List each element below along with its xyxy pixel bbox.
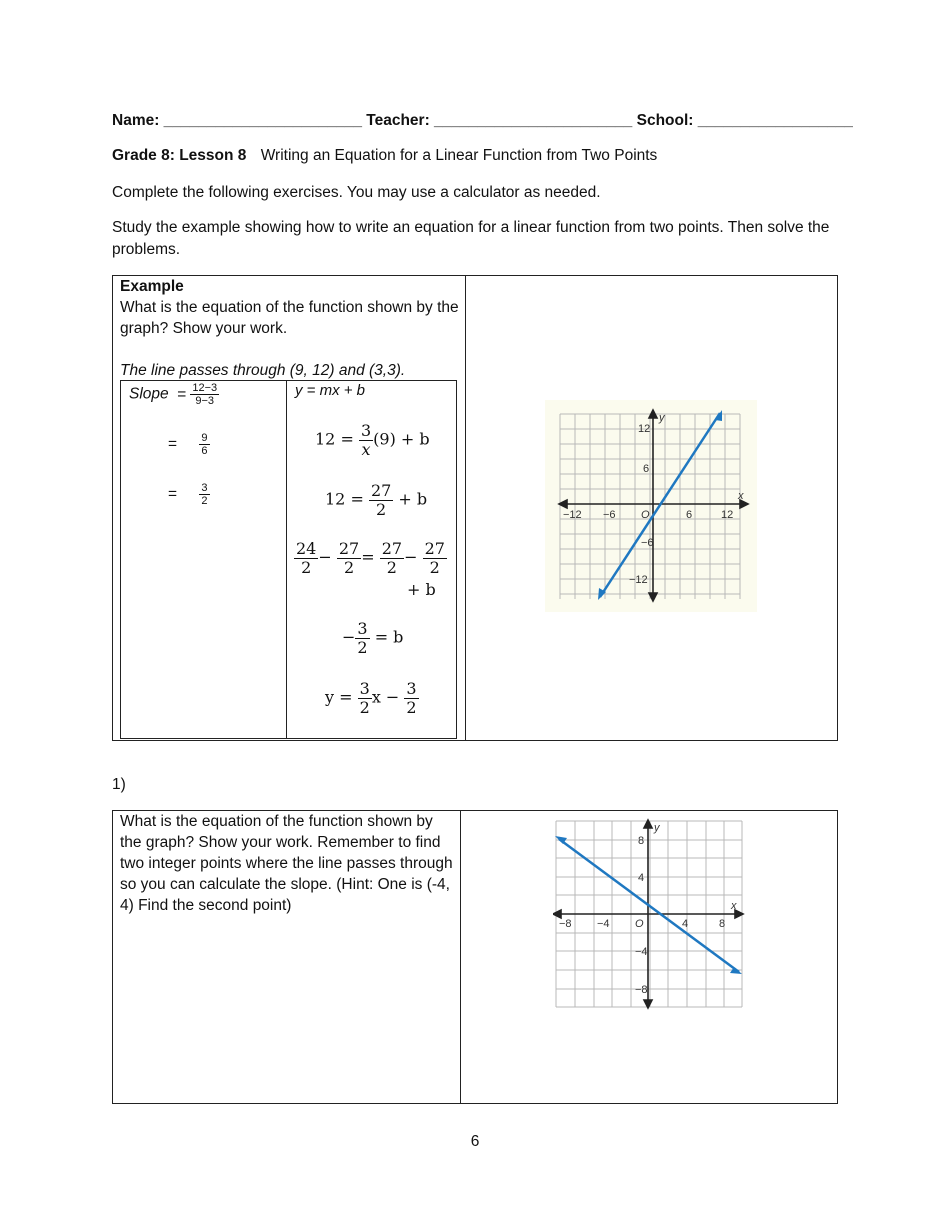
slope-fraction-3: $\frac{3}{2}$ [201,482,208,508]
problem-1-origin: O [635,918,644,930]
example-question: What is the equation of the function shown by the graph? Show your work. [120,299,459,337]
lesson-name: Writing an Equation for a Linear Function from Two Points [260,147,658,164]
work-table-divider [286,380,287,739]
problem-1-question: What is the equation of the function shown by the graph? Show your work. Remember to find two integer points where the line passes through so you can calculate the slope. (Hint: One is (-4, 4) Find the second point) [120,813,453,914]
example-x-tick-neg6: −6 [603,509,616,521]
problem-1-x-tick-8: 8 [719,918,726,930]
work-step-3-tail: + b [407,580,436,599]
problem-1-y-tick-neg8: −8 [635,984,648,996]
problem-1-x-tick-neg8: −8 [559,918,572,930]
slope-fraction-2: $\frac{9}{6}$ [201,432,208,458]
example-y-tick-12: 12 [638,423,651,435]
page-number: 6 [470,1133,480,1150]
problem-1-number: 1) [112,776,126,793]
example-x-tick-6: 6 [686,509,693,521]
grade-label: Grade 8: Lesson 8 [112,147,247,164]
slope-fraction-1: $\frac{12-3}{9-3}$ [192,382,218,408]
instructions-line-1: Complete the following exercises. You may use a calculator as needed. [112,184,601,201]
name-field[interactable]: Name: _______________________ [112,112,362,129]
work-step-1: 12 = $\frac{3}{x}$ (9) + b [315,421,430,459]
example-x-tick-12: 12 [721,509,734,521]
slope-label: Slope [129,385,169,403]
problem-1-graph [553,818,745,1010]
example-heading: Example [120,278,184,295]
work-step-3: $\frac{24}{2}$ − $\frac{27}{2}$ = $\frac{27}{2}$ − $\frac{27}{2}$ [296,539,445,577]
work-step-5: y = $\frac{3}{2}$ x − $\frac{3}{2}$ [325,679,417,717]
slope-step-1: Slope = $\frac{12-3}{9-3}$ [129,382,218,408]
example-y-tick-6: 6 [643,463,650,475]
example-y-tick-neg6: −6 [641,537,654,549]
slope-step-3: = $\frac{3}{2}$ [168,482,208,508]
problem-1-x-tick-4: 4 [682,918,689,930]
example-points-note: The line passes through (9, 12) and (3,3). [120,362,406,379]
instructions-line-2: Study the example showing how to write an equation for a linear function from two points. Then solve the problems. [112,219,830,258]
example-y-label: y [659,412,665,424]
problem-1-x-label: x [731,900,737,912]
example-text [120,276,460,381]
example-x-tick-neg12: −12 [563,509,582,521]
example-origin: O [641,509,650,521]
slope-step-2: = $\frac{9}{6}$ [168,432,208,458]
lesson-title [112,147,657,165]
work-step-2: 12 = $\frac{27}{2}$ + b [325,481,428,519]
problem-1-y-tick-4: 4 [638,872,645,884]
problem-1-y-tick-neg4: −4 [635,946,648,958]
teacher-field[interactable]: Teacher: _______________________ [366,112,633,129]
problem-1-x-tick-neg4: −4 [597,918,610,930]
example-divider [465,275,466,741]
school-field[interactable]: School: __________________ [636,112,853,129]
work-step-4: − $\frac{3}{2}$ = b [342,619,404,657]
example-graph [545,400,757,612]
problem-1-divider [460,810,461,1104]
student-info-header [112,112,853,130]
example-x-label: x [738,490,744,502]
problem-1-y-tick-8: 8 [638,835,645,847]
slope-intercept-form: y = mx + b [295,382,366,399]
example-y-tick-neg12: −12 [629,574,648,586]
problem-1-y-label: y [654,822,660,834]
